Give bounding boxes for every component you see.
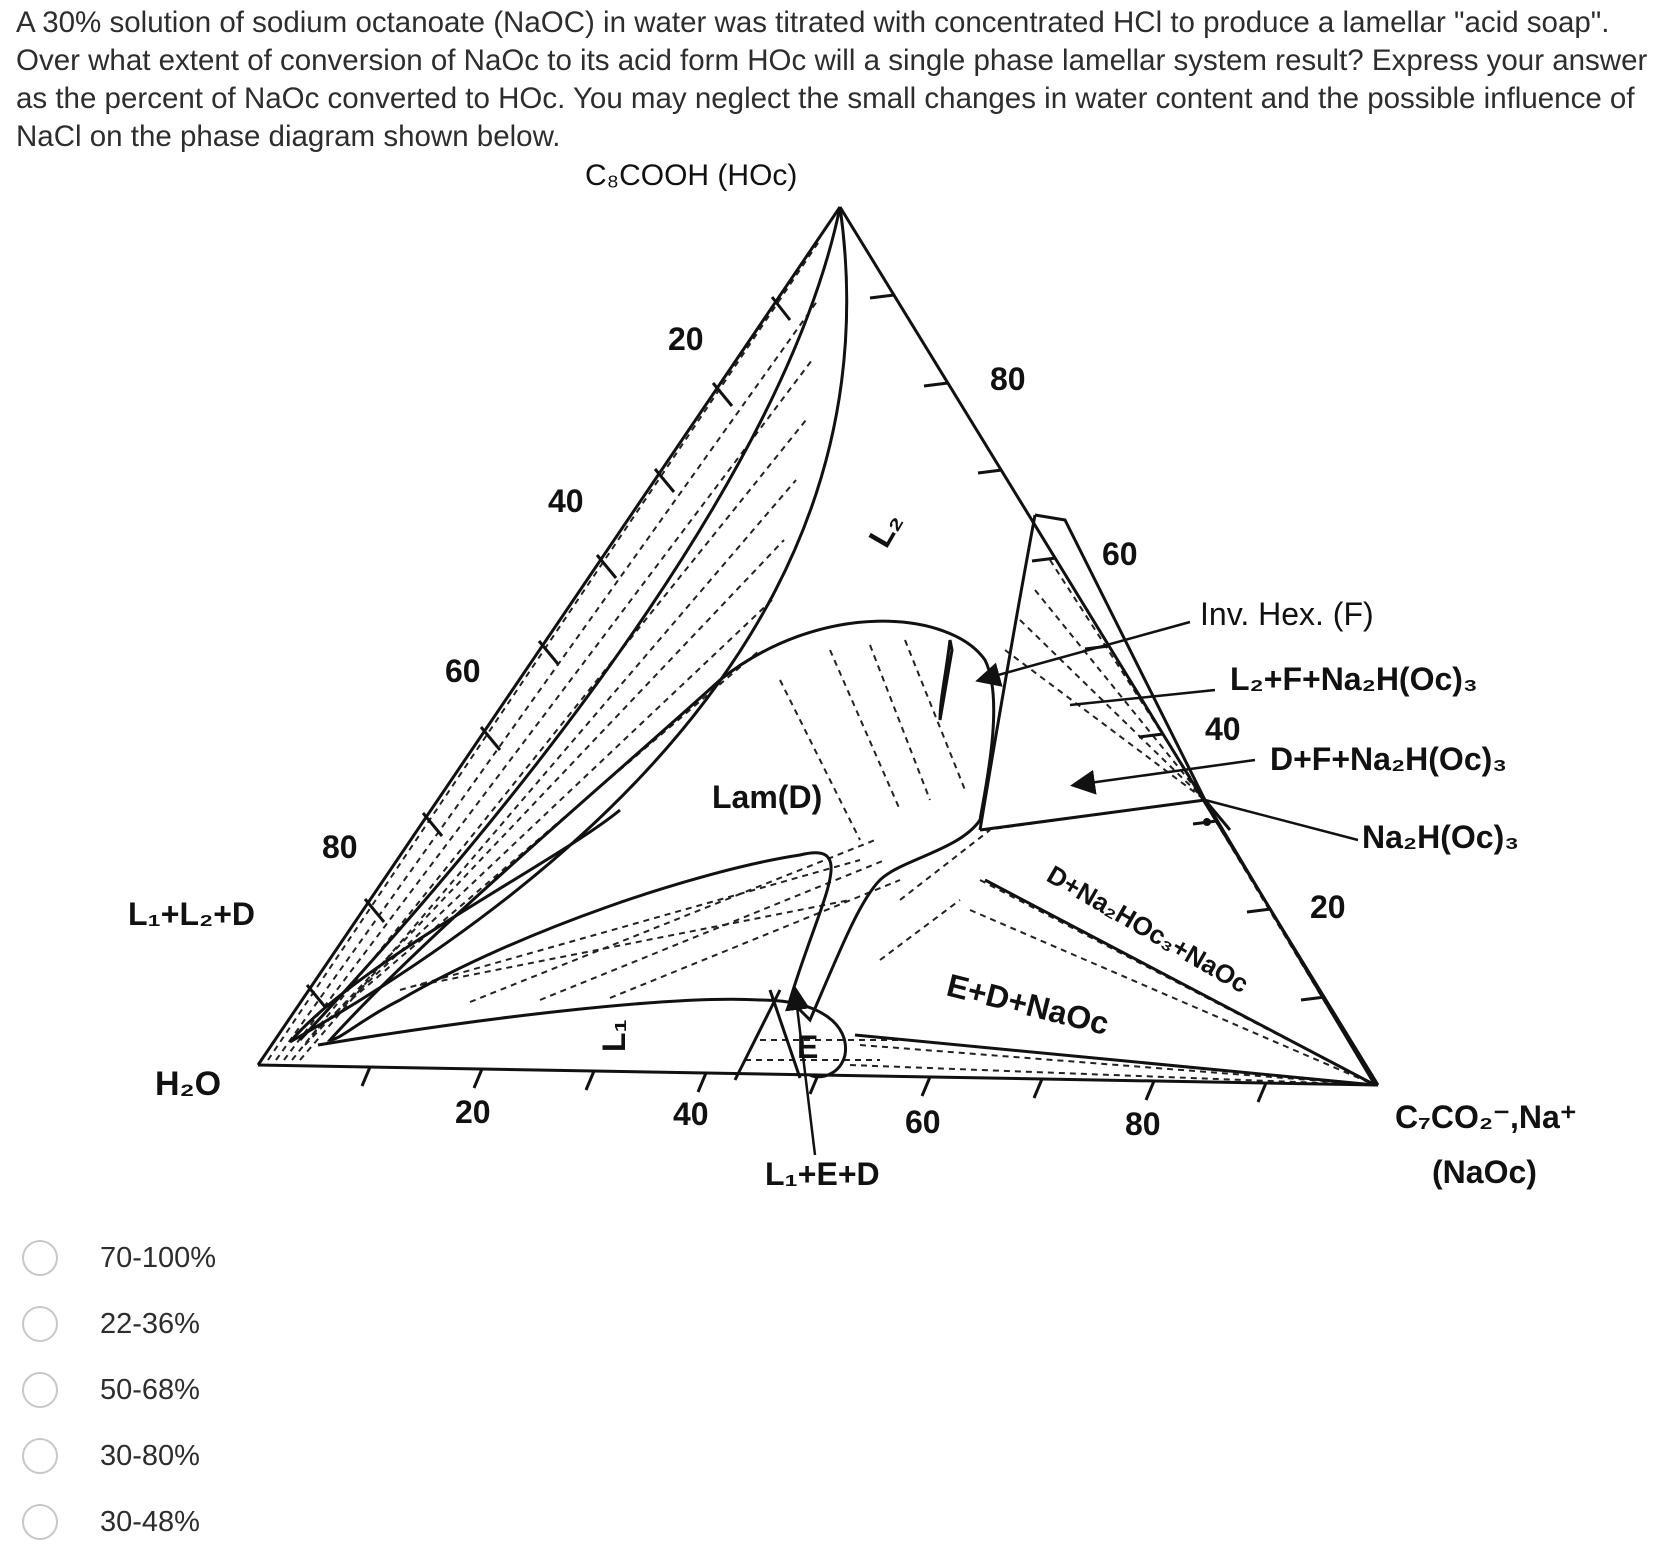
bottom-tick-40: 40 xyxy=(673,1096,709,1132)
radio-button[interactable] xyxy=(22,1306,58,1342)
option-label: 30-80% xyxy=(100,1440,200,1472)
label-l1-e-d: L₁+E+D xyxy=(765,1156,880,1192)
left-tick-40: 40 xyxy=(548,483,584,519)
right-tick-80: 80 xyxy=(990,361,1026,397)
option-30-48[interactable] xyxy=(22,1504,422,1548)
option-22-36[interactable] xyxy=(22,1306,422,1350)
left-tick-20: 20 xyxy=(668,321,704,357)
question-text: A 30% solution of sodium octanoate (NaOC) in water was titrated with concentrated HCl to produce a lamellar "acid soap". Over what extent of conversion of NaOc to its acid form HOc will a single phase lamellar system result? Express your answer as the percent of NaOc converted to HOc. You may neglect the small changes in water content and the possible influence of NaCl on the phase diagram shown below. xyxy=(16,6,1648,153)
bottom-tick-20: 20 xyxy=(455,1094,491,1130)
option-30-80[interactable] xyxy=(22,1438,422,1482)
right-tick-20: 20 xyxy=(1310,889,1346,925)
option-50-68[interactable] xyxy=(22,1372,422,1416)
radio-button[interactable] xyxy=(22,1240,58,1276)
bottom-tick-80: 80 xyxy=(1125,1106,1161,1142)
right-tick-40: 40 xyxy=(1205,711,1241,747)
label-l2: L₂ xyxy=(861,505,910,554)
right-tick-60: 60 xyxy=(1102,536,1138,572)
right-vertex-label-formula: C₇CO₂⁻,Na⁺ xyxy=(1395,1099,1577,1135)
bottom-tick-60: 60 xyxy=(905,1104,941,1140)
option-label: 70-100% xyxy=(100,1242,217,1274)
tick-marks xyxy=(307,295,1325,1102)
label-e: E xyxy=(797,1029,819,1065)
label-inv-hex: Inv. Hex. (F) xyxy=(1200,596,1374,632)
label-na2h: Na₂H(Oc)₃ xyxy=(1362,819,1520,855)
radio-button[interactable] xyxy=(22,1504,58,1540)
ternary-phase-diagram xyxy=(0,160,1664,1220)
radio-button[interactable] xyxy=(22,1372,58,1408)
left-tick-80: 80 xyxy=(322,829,358,865)
label-l1: L₁ xyxy=(596,1019,632,1052)
option-70-100[interactable] xyxy=(22,1240,422,1284)
right-vertex-label-name: (NaOc) xyxy=(1432,1154,1537,1190)
radio-button[interactable] xyxy=(22,1438,58,1474)
invariant-point xyxy=(1203,818,1211,826)
label-e-d-naoc: E+D+NaOc xyxy=(943,966,1113,1042)
top-vertex-label: C₈COOH (HOc) xyxy=(585,160,798,192)
option-label: 50-68% xyxy=(100,1374,200,1406)
label-lam-d: Lam(D) xyxy=(712,779,823,815)
left-vertex-label: H₂O xyxy=(155,1065,222,1103)
left-tick-60: 60 xyxy=(445,653,481,689)
option-label: 22-36% xyxy=(100,1308,200,1340)
label-l2-f-na2h: L₂+F+Na₂H(Oc)₃ xyxy=(1230,661,1478,697)
label-d-f-na2h: D+F+Na₂H(Oc)₃ xyxy=(1270,741,1508,777)
option-label: 30-48% xyxy=(100,1506,200,1538)
label-d-na2hoc3-naoc: D+Na₂HOc₃+NaOc xyxy=(1042,859,1254,999)
label-l1-l2-d: L₁+L₂+D xyxy=(128,896,256,932)
